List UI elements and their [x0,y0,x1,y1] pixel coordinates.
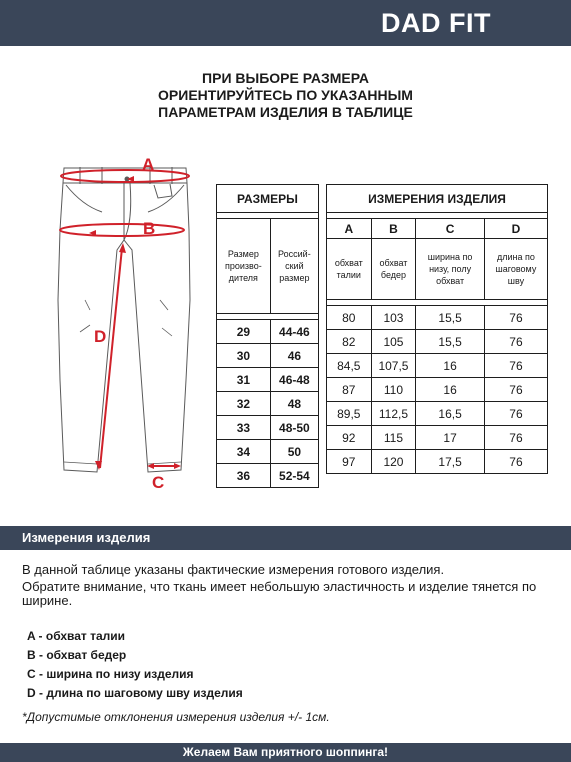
measurement-cell: 16 [416,354,485,378]
arrow-icon [174,463,181,469]
footer-text: Желаем Вам приятного шоппинга! [182,745,389,759]
fly-stitch [124,183,131,240]
measurement-cell: 80 [327,306,372,330]
measure-subheader [484,239,547,300]
col-letter-b: B [371,219,416,239]
measurement-cell: 76 [484,354,547,378]
elasticity-note: Обратите внимание, что ткань имеет небольшую эластичность и изделие тянется по ширине. [22,579,537,608]
manufacturer-size-cell: 30 [217,344,271,368]
table-row [327,330,548,354]
measurement-cell: 82 [327,330,372,354]
measurement-cell: 115 [371,426,416,450]
russian-size-cell: 52-54 [270,464,318,488]
measurement-cell: 120 [371,450,416,474]
table-row [327,450,548,474]
measurement-cell: 16 [416,378,485,402]
jeans-diagram [50,150,200,495]
front-pocket [66,185,102,212]
legend-item: D - длина по шаговому шву изделия [27,686,243,700]
measurement-cell: 112,5 [371,402,416,426]
measurement-cell: 76 [484,378,547,402]
measurement-cell: 76 [484,426,547,450]
col-manufacturer-size [217,219,271,314]
label-b: B [143,219,156,238]
table-row [327,426,548,450]
measurement-cell: 103 [371,306,416,330]
manufacturer-size-cell: 34 [217,440,271,464]
manufacturer-size-cell: 29 [217,320,271,344]
section-title: Измерения изделия [22,530,151,545]
subheader-line: обхват [379,258,408,268]
label-c: C [152,473,165,492]
subheader-line: бедер [380,270,407,280]
subheader-line: низу, полу [429,264,472,274]
subheader-line: шаговому [495,264,537,274]
measure-subheader [416,239,485,300]
footer-bar [0,743,571,762]
measure-subheader [371,239,416,300]
measurement-cell: 15,5 [416,330,485,354]
manufacturer-size-cell: 31 [217,368,271,392]
table-row [217,440,319,464]
table-row [327,306,548,330]
measure-table-title: ИЗМЕРЕНИЯ ИЗДЕЛИЯ [327,185,548,213]
heading-line: ПАРАМЕТРАМ ИЗДЕЛИЯ В ТАБЛИЦЕ [158,104,413,120]
table-row [217,368,319,392]
measurement-cell: 110 [371,378,416,402]
top-banner [0,0,571,46]
russian-size-cell: 46-48 [270,368,318,392]
measurement-cell: 89,5 [327,402,372,426]
measurements-table [326,184,548,474]
front-pocket [148,185,184,212]
section-bar [0,526,571,550]
table-row [217,392,319,416]
label-a: A [142,155,155,174]
measurement-cell: 107,5 [371,354,416,378]
col-header-line: Россий- [278,249,311,259]
measurement-cell: 17 [416,426,485,450]
col-letter-a: A [327,219,372,239]
table-row [327,402,548,426]
legend-item: B - обхват бедер [27,648,127,662]
measurement-cell: 76 [484,402,547,426]
subheader-line: обхват [334,258,363,268]
tolerance-note: *Допустимые отклонения измерения изделия +/- 1см. [22,710,330,724]
measurement-cell: 92 [327,426,372,450]
measurement-cell: 87 [327,378,372,402]
arrow-icon [119,243,126,253]
russian-size-cell: 46 [270,344,318,368]
measure-d-line [100,248,122,468]
col-russian-size [270,219,318,314]
manufacturer-size-cell: 36 [217,464,271,488]
russian-size-cell: 50 [270,440,318,464]
measurement-cell: 76 [484,330,547,354]
subheader-line: ширина по [427,252,473,262]
table-row [327,378,548,402]
col-header-line: произво- [225,261,262,271]
col-letter-d: D [484,219,547,239]
page-heading [0,70,571,121]
col-header-line: ский [285,261,304,271]
measure-subheader [327,239,372,300]
subheader-line: обхват [436,276,465,286]
legend-item: C - ширина по низу изделия [27,667,194,681]
russian-size-cell: 44-46 [270,320,318,344]
manufacturer-size-cell: 32 [217,392,271,416]
table-row [217,416,319,440]
table-row [217,464,319,488]
legend-item: A - обхват талии [27,629,126,643]
russian-size-cell: 48 [270,392,318,416]
brand-name: DAD FIT [381,8,491,38]
description-text: В данной таблице указаны фактические измерения готового изделия. [22,562,445,577]
measurement-legend [27,627,243,703]
measurement-cell: 15,5 [416,306,485,330]
subheader-line: длина по [497,252,535,262]
measurement-cell: 76 [484,450,547,474]
measurement-cell: 97 [327,450,372,474]
table-row [217,344,319,368]
russian-size-cell: 48-50 [270,416,318,440]
sizes-table [216,184,319,488]
hem [64,462,181,464]
table-row [327,354,548,378]
col-header-line: размер [279,273,310,283]
heading-line: ОРИЕНТИРУЙТЕСЬ ПО УКАЗАННЫМ [158,87,413,103]
col-header-line: Размер [227,249,259,259]
subheader-line: талии [336,270,361,280]
table-row [217,320,319,344]
measurement-cell: 84,5 [327,354,372,378]
measurement-cell: 76 [484,306,547,330]
col-header-line: дителя [228,273,258,283]
measure-b-line [60,224,184,236]
coin-pocket [154,184,172,198]
label-d: D [94,327,107,346]
measurement-cell: 105 [371,330,416,354]
sizes-table-title: РАЗМЕРЫ [217,185,319,213]
heading-line: ПРИ ВЫБОРЕ РАЗМЕРА [202,70,369,86]
measurement-cell: 16,5 [416,402,485,426]
manufacturer-size-cell: 33 [217,416,271,440]
subheader-line: шву [507,276,525,286]
measurement-cell: 17,5 [416,450,485,474]
col-letter-c: C [416,219,485,239]
